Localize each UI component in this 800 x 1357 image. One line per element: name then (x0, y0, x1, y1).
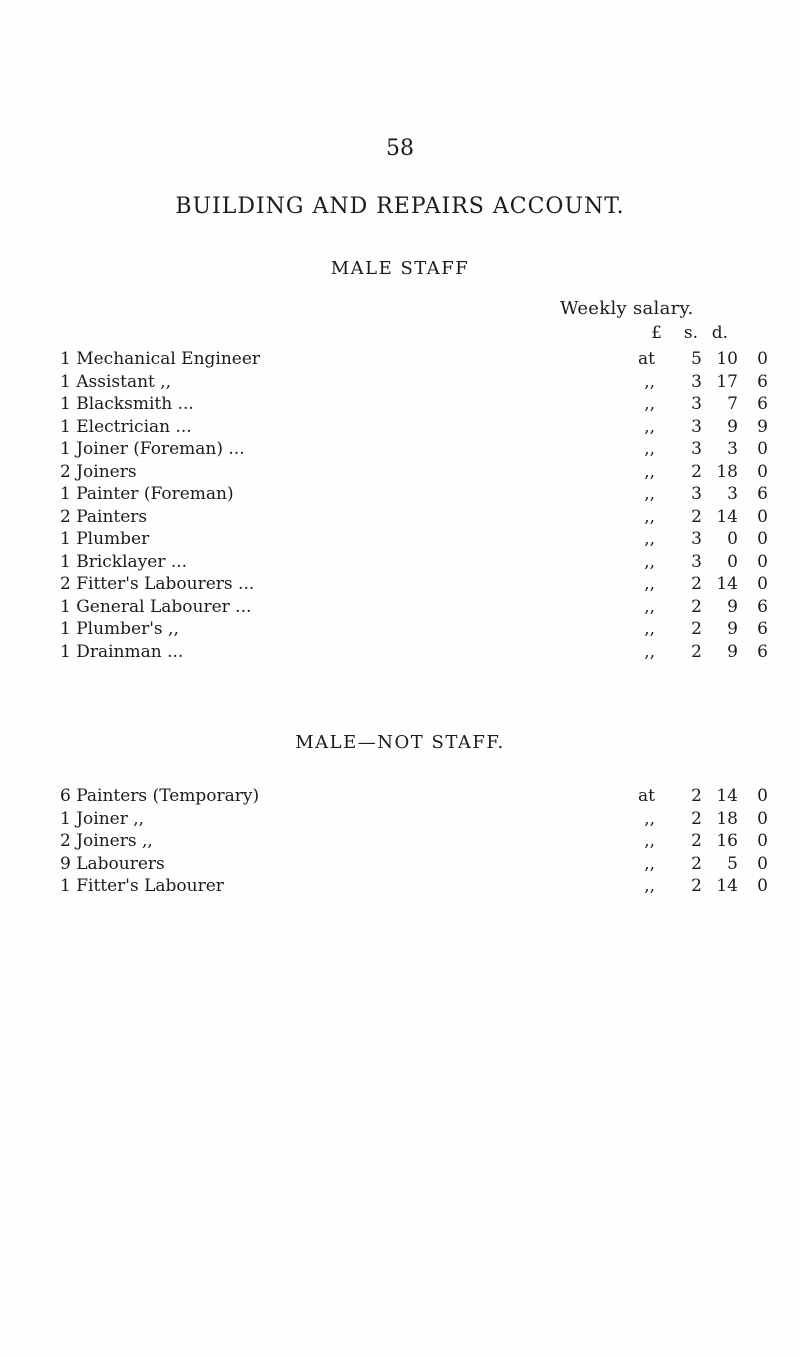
salary-shillings: 9 (727, 416, 738, 437)
salary-shillings: 5 (727, 853, 738, 874)
table-row (60, 484, 800, 507)
table-row (60, 597, 800, 620)
salary-pounds: 3 (691, 416, 702, 437)
rate-prefix: ,, (644, 641, 655, 662)
rate-prefix: ,, (644, 439, 655, 459)
table-row (60, 349, 800, 372)
page-number: 58 (386, 136, 414, 161)
rate-prefix: ,, (644, 461, 655, 482)
salary-shillings: 14 (716, 876, 738, 896)
rate-prefix: ,, (644, 529, 655, 549)
staff-role: 1 General Labourer ... (60, 596, 252, 617)
salary-pounds: 2 (691, 574, 702, 594)
salary-shillings: 14 (716, 506, 738, 527)
staff-role: 1 Fitter's Labourer (60, 876, 224, 896)
table-row (60, 394, 800, 417)
salary-shillings: 3 (727, 439, 738, 459)
salary-shillings: 18 (716, 808, 738, 829)
salary-pounds: 2 (691, 619, 702, 639)
salary-pence: 9 (757, 416, 768, 437)
salary-shillings: 10 (716, 349, 738, 369)
salary-pounds: 3 (691, 439, 702, 459)
salary-pounds: 2 (691, 461, 702, 482)
rate-prefix: ,, (644, 853, 655, 874)
salary-pence: 6 (757, 484, 768, 504)
weekly-salary-caption: Weekly salary. (560, 298, 694, 319)
table-row (60, 507, 800, 530)
pence-heading: d. (711, 323, 728, 343)
rate-prefix: at (638, 349, 655, 369)
rate-prefix: ,, (644, 831, 655, 851)
staff-role: 1 Joiner (Foreman) ... (60, 439, 245, 459)
salary-shillings: 16 (716, 831, 738, 851)
salary-pounds: 2 (691, 831, 702, 851)
table-row (60, 439, 800, 462)
salary-pounds: 3 (691, 371, 702, 392)
salary-pence: 0 (757, 551, 768, 572)
salary-pence: 0 (757, 506, 768, 527)
page-title: BUILDING AND REPAIRS ACCOUNT. (175, 194, 625, 219)
table-row (60, 552, 800, 575)
staff-role: 1 Plumber (60, 529, 150, 549)
salary-pounds: 3 (691, 529, 702, 549)
male-staff-table (60, 349, 800, 664)
salary-shillings: 9 (727, 596, 738, 617)
rate-prefix: ,, (644, 506, 655, 527)
salary-pence: 0 (757, 808, 768, 829)
salary-pence: 0 (757, 853, 768, 874)
staff-role: 1 Plumber's ,, (60, 619, 179, 639)
rate-prefix: ,, (644, 596, 655, 617)
staff-role: 1 Mechanical Engineer (60, 349, 261, 369)
salary-pence: 6 (757, 394, 768, 414)
salary-pounds: 2 (691, 853, 702, 874)
salary-shillings: 14 (716, 786, 738, 806)
unit-headings (640, 323, 800, 347)
rate-prefix: ,, (644, 416, 655, 437)
rate-prefix: ,, (644, 484, 655, 504)
salary-pounds: 5 (691, 349, 702, 369)
table-row (60, 809, 800, 832)
salary-pounds: 2 (691, 808, 702, 829)
salary-pence: 0 (757, 349, 768, 369)
salary-shillings: 17 (716, 371, 738, 392)
rate-prefix: ,, (644, 394, 655, 414)
salary-pence: 0 (757, 439, 768, 459)
pounds-heading: £ (651, 323, 662, 343)
rate-prefix: ,, (644, 876, 655, 896)
salary-pounds: 3 (691, 394, 702, 414)
salary-pounds: 2 (691, 786, 702, 806)
staff-role: 1 Electrician ... (60, 416, 192, 437)
rate-prefix: ,, (644, 619, 655, 639)
staff-role: 1 Bricklayer ... (60, 551, 188, 572)
table-row (60, 619, 800, 642)
staff-role: 1 Drainman ... (60, 641, 184, 662)
salary-shillings: 14 (716, 574, 738, 594)
salary-pence: 0 (757, 831, 768, 851)
salary-shillings: 9 (727, 641, 738, 662)
salary-shillings: 3 (727, 484, 738, 504)
salary-pence: 0 (757, 876, 768, 896)
salary-pence: 6 (757, 619, 768, 639)
table-row (60, 642, 800, 665)
salary-pounds: 2 (691, 506, 702, 527)
salary-pounds: 2 (691, 596, 702, 617)
staff-role: 1 Blacksmith ... (60, 394, 194, 414)
rate-prefix: at (638, 786, 655, 806)
salary-pence: 6 (757, 371, 768, 392)
staff-role: 1 Painter (Foreman) (60, 484, 234, 504)
staff-role: 2 Fitter's Labourers ... (60, 574, 255, 594)
salary-shillings: 9 (727, 619, 738, 639)
rate-prefix: ,, (644, 371, 655, 392)
table-row (60, 786, 800, 809)
salary-shillings: 0 (727, 551, 738, 572)
table-row (60, 529, 800, 552)
table-row (60, 417, 800, 440)
rate-prefix: ,, (644, 551, 655, 572)
staff-role: 1 Joiner ,, (60, 808, 145, 829)
salary-pounds: 3 (691, 551, 702, 572)
rate-prefix: ,, (644, 574, 655, 594)
staff-role: 1 Assistant ,, (60, 371, 172, 392)
salary-shillings: 0 (727, 529, 738, 549)
table-row (60, 831, 800, 854)
salary-shillings: 18 (716, 461, 738, 482)
staff-role: 6 Painters (Temporary) (60, 786, 260, 806)
rate-prefix: ,, (644, 808, 655, 829)
table-row (60, 854, 800, 877)
salary-pounds: 2 (691, 641, 702, 662)
table-row (60, 876, 800, 899)
salary-pounds: 2 (691, 876, 702, 896)
section-heading-male-not-staff: MALE—NOT STAFF. (295, 732, 505, 753)
salary-pence: 0 (757, 786, 768, 806)
salary-pence: 0 (757, 461, 768, 482)
table-row (60, 574, 800, 597)
salary-pence: 0 (757, 529, 768, 549)
salary-pence: 6 (757, 596, 768, 617)
section-heading-male-staff: MALE STAFF (330, 258, 470, 279)
shillings-heading: s. (683, 323, 698, 343)
staff-role: 2 Painters (60, 506, 148, 527)
salary-pounds: 3 (691, 484, 702, 504)
staff-role: 9 Labourers (60, 853, 165, 874)
table-row (60, 462, 800, 485)
staff-role: 2 Joiners (60, 461, 137, 482)
salary-shillings: 7 (727, 394, 738, 414)
staff-role: 2 Joiners ,, (60, 831, 153, 851)
salary-pence: 0 (757, 574, 768, 594)
male-not-staff-table (60, 786, 800, 899)
table-row (60, 372, 800, 395)
salary-pence: 6 (757, 641, 768, 662)
